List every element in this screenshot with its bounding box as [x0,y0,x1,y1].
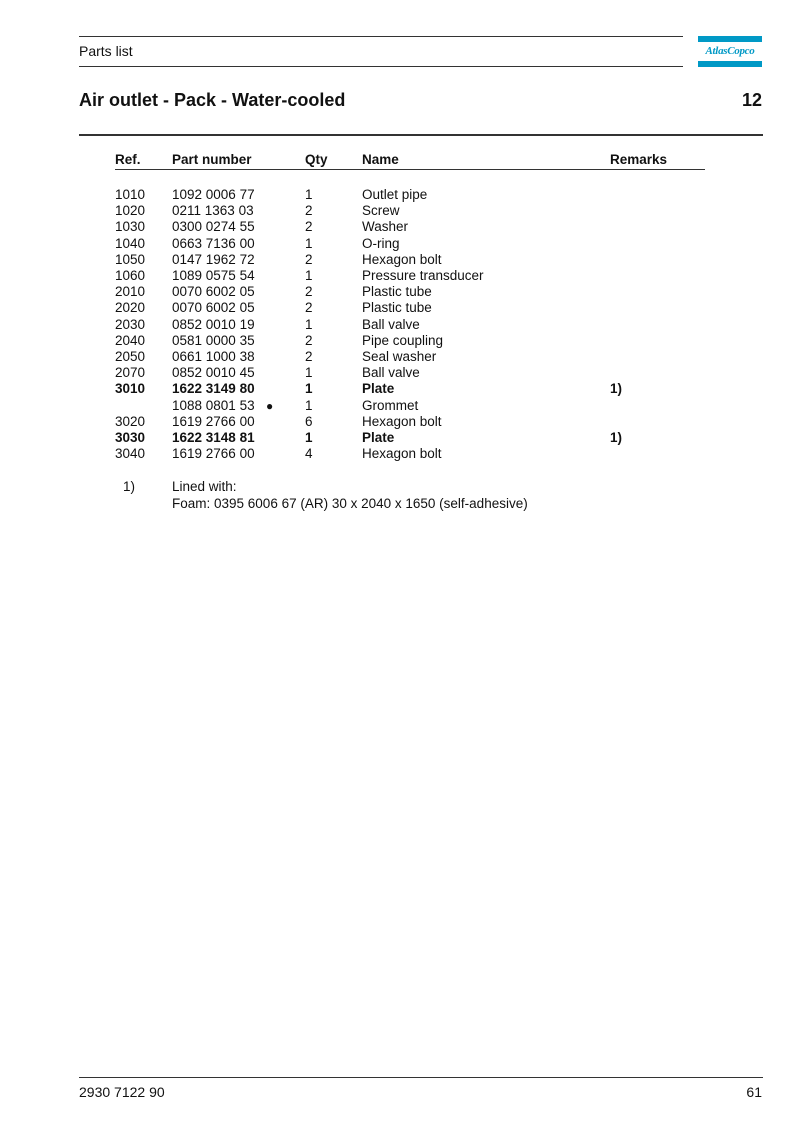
page-title: Air outlet - Pack - Water-cooled [79,90,346,110]
footer-page-number: 61 [746,1084,762,1100]
cell-ref: 1010 [115,187,146,202]
section-number: 12 [741,90,762,110]
table-row [115,252,705,268]
cell-name: Pressure transducer [362,268,484,283]
cell-ref: 1050 [115,251,146,267]
cell-part-number: 1619 2766 00 [172,446,255,462]
cell-part-number: 1089 0575 54 [172,268,255,283]
cell-part-number: 0070 6002 05 [172,300,255,316]
cell-qty: 1 [305,316,313,332]
cell-name: Pipe coupling [362,332,444,348]
table-row [115,430,705,446]
cell-qty: 2 [305,349,313,364]
table-row [115,398,705,414]
cell-qty: 1 [305,187,313,202]
cell-part-number: 1622 3148 81 [172,430,255,445]
cell-part-number: 0300 0274 55 [172,219,255,235]
cell-name: Ball valve [362,316,420,332]
cell-name: Plastic tube [362,284,432,300]
header-bottom-rule [79,66,683,67]
cell-ref: 2070 [115,365,146,381]
cell-name: O-ring [362,235,400,251]
table-row [115,219,705,235]
cell-ref: 1020 [115,203,146,219]
cell-name: Washer [362,219,409,235]
cell-qty: 4 [305,446,313,462]
header-top-rule [79,36,683,37]
cell-qty: 1 [305,430,313,445]
table-row [115,300,705,316]
cell-qty: 2 [305,251,313,267]
table-row [115,187,705,203]
footnote-line-2: Foam: 0395 6006 67 (AR) 30 x 2040 x 1650 (self-adhesive) [172,495,528,511]
table-row [115,381,705,397]
column-header-qty: Qty [305,152,328,167]
table-row [115,317,705,333]
cell-name: Seal washer [362,349,437,364]
cell-name: Hexagon bolt [362,251,442,267]
cell-ref: 2030 [115,316,146,332]
cell-qty: 1 [305,268,313,283]
cell-qty: 6 [305,413,313,429]
cell-qty: 1 [305,381,313,397]
cell-name: Plate [362,381,395,397]
footer-doc-number: 2930 7122 90 [79,1084,165,1100]
table-row [115,203,705,219]
cell-name: Hexagon bolt [362,446,442,462]
table-row [115,236,705,252]
table-row [115,446,705,462]
table-row [115,349,705,365]
cell-ref: 2050 [115,349,146,364]
footnote-line-1: Lined with: [172,479,237,494]
logo-wordmark: AtlasCopco [705,45,755,57]
cell-ref: 2040 [115,332,146,348]
brand-logo [698,36,762,67]
cell-part-number: 1619 2766 00 [172,413,255,429]
cell-qty: 1 [305,365,313,381]
cell-part-number: 0211 1363 03 [172,203,254,219]
cell-ref: 1030 [115,219,146,235]
cell-ref: 1060 [115,268,146,283]
logo-band-top [698,36,762,42]
cell-part-number: 0852 0010 19 [172,316,255,332]
cell-part-number: 1622 3149 80 [172,381,255,397]
cell-ref: 3040 [115,446,146,462]
cell-name: Grommet [362,397,419,413]
cell-remarks: 1) [610,381,623,397]
cell-ref: 3030 [115,430,146,445]
table-row [115,284,705,300]
column-header-part-number: Part number [172,152,252,167]
cell-qty: 1 [305,235,313,251]
cell-name: Outlet pipe [362,187,428,202]
cell-part-number: 0581 0000 35 [172,332,255,348]
cell-part-number: 0147 1962 72 [172,251,255,267]
cell-ref: 2010 [115,284,146,300]
cell-name: Plate [362,430,395,445]
table-header-rule [115,169,705,170]
footer-rule [79,1077,763,1078]
header-label: Parts list [79,43,133,59]
table-row [115,365,705,381]
column-header-ref: Ref. [115,152,141,167]
cell-ref: 3010 [115,381,146,397]
cell-remarks: 1) [610,430,623,445]
cell-qty: 2 [305,284,313,300]
column-header-remarks: Remarks [610,152,668,167]
cell-ref: 3020 [115,413,146,429]
cell-name: Hexagon bolt [362,413,442,429]
cell-part-number: 1092 0006 77 [172,187,255,202]
cell-part-number: 0663 7136 00 [172,235,255,251]
logo-band-bottom [698,61,762,67]
cell-ref: 1040 [115,235,146,251]
table-row [115,268,705,284]
column-header-name: Name [362,152,399,167]
cell-part-number: 0852 0010 45 [172,365,255,381]
table-row [115,414,705,430]
cell-qty: 1 [305,397,313,413]
footnote-mark: 1) [123,479,136,494]
table-row [115,333,705,349]
cell-qty: 2 [305,203,313,219]
cell-name: Ball valve [362,365,420,381]
cell-ref: 2020 [115,300,146,316]
cell-name: Screw [362,203,400,219]
cell-qty: 2 [305,219,313,235]
cell-qty: 2 [305,332,313,348]
cell-name: Plastic tube [362,300,432,316]
cell-part-number: 0661 1000 38 [172,349,255,364]
title-rule [79,134,763,136]
cell-part-number: 0070 6002 05 [172,284,255,300]
bullet-icon: ● [266,398,274,413]
cell-qty: 2 [305,300,313,316]
cell-part-number: 1088 0801 53 [172,397,255,413]
